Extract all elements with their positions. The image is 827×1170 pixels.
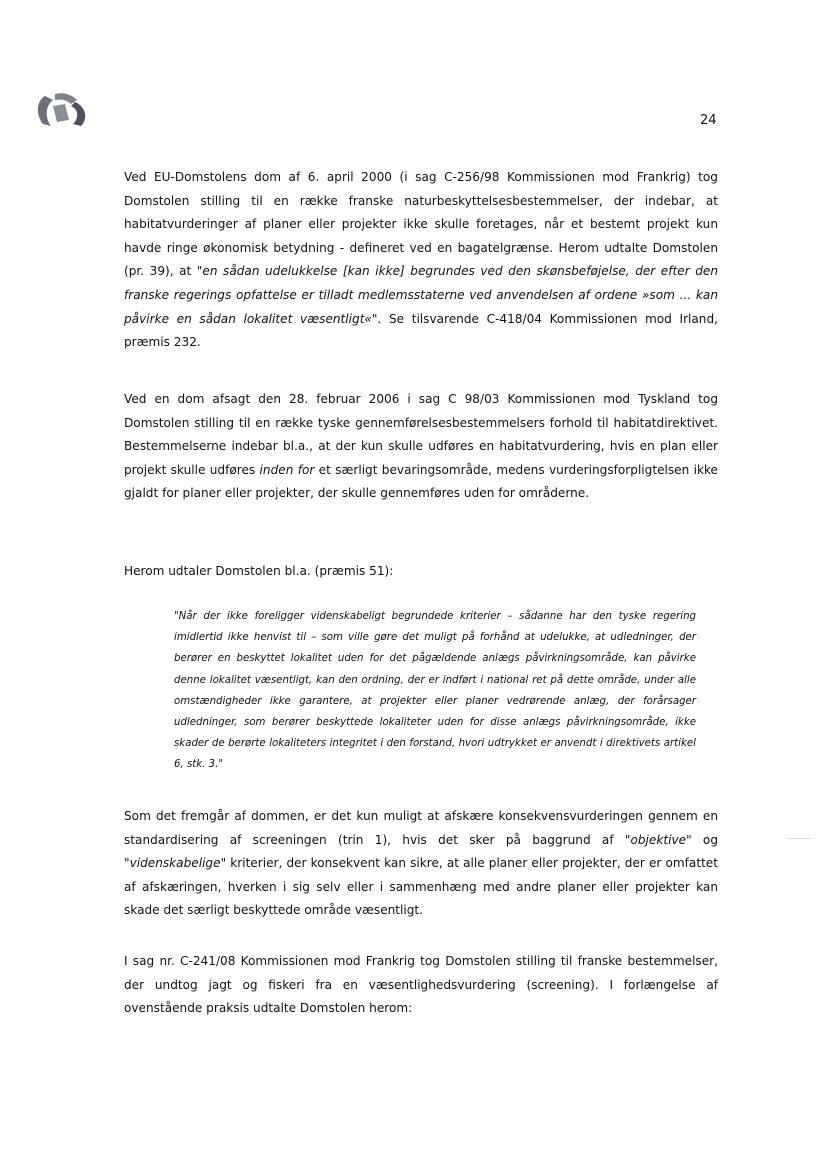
emphasis-text: objektive bbox=[630, 832, 687, 847]
text-run: " kriterier, der konsekvent kan sikre, at alle planer eller projekter, der er omfattet af afskæringen, hverken i sig selv eller i sammenhæng med andre planer eller projekter kan skade det særligt beskyttede område væsentligt. bbox=[124, 856, 718, 918]
text-run: et særligt bevaringsområde, medens vurderingsforpligtelsen ikke gjaldt for planer eller projekter, der skulle gennemføres uden for områderne. bbox=[124, 462, 718, 501]
paragraph-5 bbox=[124, 950, 718, 1021]
page-number: 24 bbox=[700, 113, 717, 128]
paragraph-3 bbox=[124, 560, 718, 584]
block-quote: "Når der ikke foreligger videnskabeligt begrundede kriterier – sådanne har den tyske regering imidlertid ikke henvist til – som ville gøre det muligt på forhånd at udelukke, at udledninger, der berører en beskyttet lokalitet uden for det pågældende anlægs påvirkningsområde, kan påvirke denne lokalitet væsentligt, kan den ordning, der er indført i national ret på dette område, under alle omstændigheder ikke garantere, at projekter eller planer vedrørende anlæg, der forårsager udledninger, som berører beskyttede lokaliteter uden for disse anlægs påvirkningsområde, ikke skader de berørte lokaliteters integritet i den forstand, hvori udtrykket er anvendt i direktivets artikel 6, stk. 3." bbox=[174, 611, 696, 771]
text-run: Ved en dom afsagt den 28. februar 2006 i sag C 98/03 Kommissionen mod Tyskland tog Domstolen stilling til en række tyske gennemførelsesbestemmelsers forhold til habitatdirektivet. Bestemmelserne indebar bl.a., at der kun skulle udføres en habitatvurdering, hvis en plan eller projekt skulle udføres bbox=[124, 392, 718, 477]
paragraph-2 bbox=[124, 388, 718, 506]
text-run: Ved EU-Domstolens dom af 6. april 2000 (i sag C-256/98 Kommissionen mod Frankrig) tog Domstolen stilling til en række franske naturbeskyttelsesbestemmelser, der indebar, at habitatvurderinger af planer eller projekter ikke skulle foretages, når et bestemt projekt kun havde ringe økonomisk betydning - defineret ved en bagatelgrænse. Herom udtalte Domstolen (pr. 39), at " bbox=[124, 170, 718, 279]
text-run: Som det fremgår af dommen, er det kun muligt at afskære konsekvensvurderingen gennem en standardisering af screeningen (trin 1), hvis det sker på baggrund af " bbox=[124, 809, 718, 847]
text-run: " og " bbox=[124, 832, 718, 871]
paragraph-1 bbox=[124, 166, 718, 355]
emphasis-text: inden for bbox=[259, 462, 315, 477]
emphasis-text: videnskabelige bbox=[129, 856, 221, 871]
text-run: ". Se tilsvarende C-418/04 Kommissionen mod Irland, præmis 232. bbox=[124, 311, 718, 350]
paragraph-4 bbox=[124, 805, 718, 923]
emphasis-text: en sådan udelukkelse [kan ikke] begrundes ved den skønsbeføjelse, der efter den franske regerings opfattelse er tilladt medlemsstaterne ved anvendelsen af ordene »som ... kan påvirke en sådan lokalitet væsentligt« bbox=[124, 264, 718, 326]
logo-icon bbox=[35, 90, 103, 130]
text-run: I sag nr. C-241/08 Kommissionen mod Frankrig tog Domstolen stilling til franske bestemmelser, der undtog jagt og fiskeri fra en væsentlighedsvurdering (screening). I forlængelse af ovenstående praksis udtalte Domstolen herom: bbox=[124, 954, 718, 1016]
scan-mark bbox=[788, 838, 810, 839]
text-run: Herom udtaler Domstolen bl.a. (præmis 51): bbox=[124, 564, 394, 578]
